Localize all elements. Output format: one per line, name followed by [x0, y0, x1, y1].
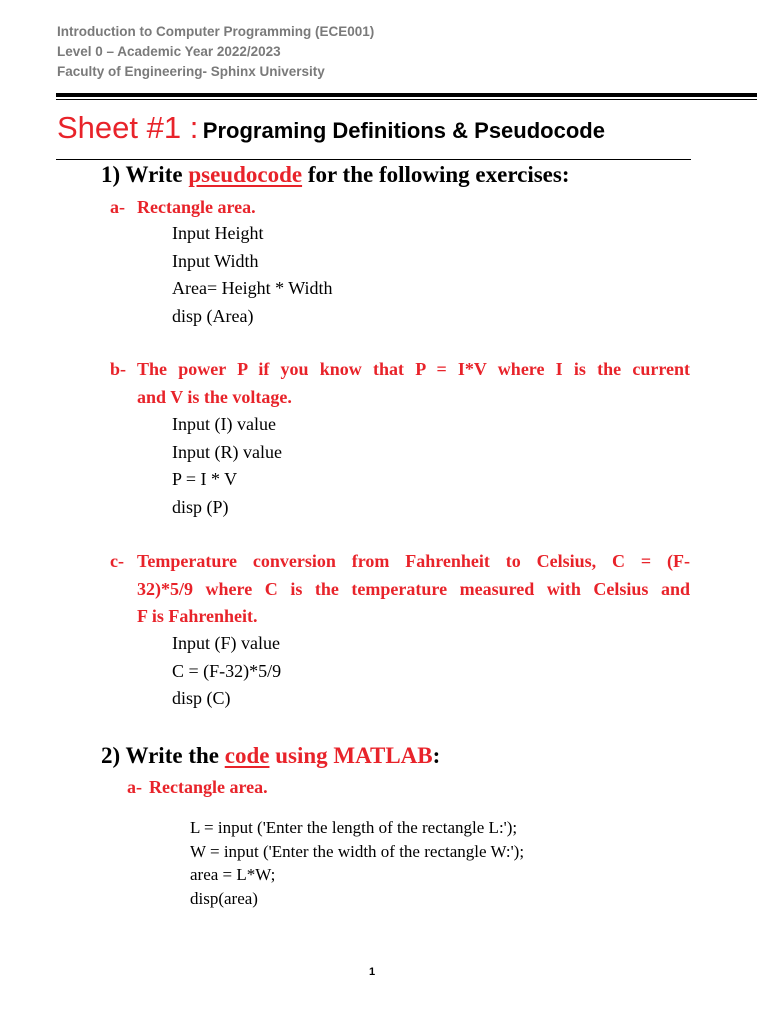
exercise-text-line: Temperature conversion from Fahrenheit to Celsius, C = (F-	[137, 551, 690, 571]
document-header	[57, 22, 374, 82]
question-tool: MATLAB	[333, 743, 433, 768]
course-title: Introduction to Computer Programming (ECE001)	[57, 24, 375, 39]
exercise-text-line: 32)*5/9 where C is the temperature measured with Celsius and	[137, 578, 690, 599]
code-line: P = I * V	[172, 469, 238, 489]
header-divider-thin	[56, 99, 757, 100]
page-number: 1	[368, 966, 376, 978]
exercise-letter: a-	[110, 197, 125, 217]
question-1-heading	[101, 162, 570, 188]
exercise-text: Rectangle area.	[137, 197, 256, 217]
code-line: Input (R) value	[172, 441, 282, 462]
code-line: disp (C)	[172, 688, 231, 708]
matlab-code-2a	[190, 816, 524, 910]
code-line: Input (I) value	[172, 414, 276, 434]
code-line: disp(area)	[190, 888, 258, 908]
exercise-letter: c-	[110, 551, 124, 571]
pseudocode-1b	[172, 411, 282, 521]
question-colon: :	[432, 743, 441, 768]
sheet-title	[57, 110, 605, 146]
exercise-1b	[110, 356, 690, 411]
academic-year: Level 0 – Academic Year 2022/2023	[57, 44, 281, 59]
exercise-1a	[110, 194, 690, 222]
code-line: C = (F-32)*5/9	[172, 660, 282, 681]
code-line: disp (P)	[172, 496, 229, 517]
question-number: 1)	[101, 162, 121, 187]
exercise-letter: b-	[110, 359, 127, 379]
header-divider-thick	[56, 93, 757, 97]
question-keyword: code	[224, 743, 270, 768]
code-line: Input (F) value	[172, 633, 280, 653]
sheet-subtitle: Programing Definitions & Pseudocode	[202, 118, 605, 143]
pseudocode-1c	[172, 630, 281, 713]
exercise-text: Rectangle area.	[149, 777, 268, 797]
exercise-text-line: The power P if you know that P = I*V where I is the current	[137, 359, 690, 379]
question-prefix: Write	[125, 162, 183, 187]
question-number: 2)	[101, 743, 121, 768]
faculty-name: Faculty of Engineering- Sphinx University	[57, 64, 325, 79]
question-2-heading	[101, 743, 440, 769]
question-mid: using	[275, 743, 328, 768]
code-line: Input Width	[172, 250, 259, 271]
exercise-1c	[110, 548, 690, 631]
code-line: Area= Height * Width	[172, 278, 333, 298]
exercise-text-line: F is Fahrenheit.	[137, 606, 258, 626]
code-line: Input Height	[172, 223, 264, 243]
exercise-2a	[127, 774, 687, 802]
code-line: area = L*W;	[190, 865, 276, 884]
exercise-text-line: and V is the voltage.	[137, 386, 292, 407]
code-line: disp (Area)	[172, 305, 254, 326]
sheet-label: Sheet #1 :	[57, 110, 199, 145]
question-prefix: Write the	[125, 743, 219, 768]
code-line: W = input ('Enter the width of the rectangle W:');	[190, 841, 525, 861]
question-suffix: for the following exercises:	[307, 162, 570, 187]
exercise-letter: a-	[127, 777, 142, 797]
question-keyword: pseudocode	[188, 162, 303, 187]
pseudocode-1a	[172, 220, 333, 330]
code-line: L = input ('Enter the length of the rectangle L:');	[190, 818, 518, 837]
title-underline	[56, 159, 691, 160]
